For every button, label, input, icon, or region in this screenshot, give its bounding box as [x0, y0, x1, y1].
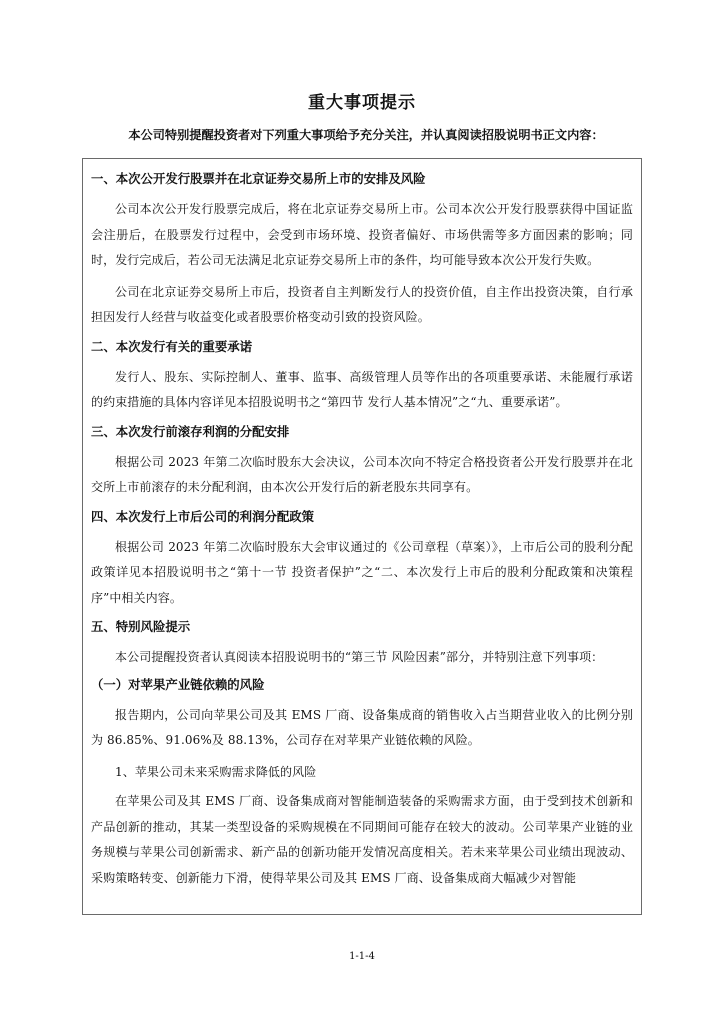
section-heading: 一、本次公开发行股票并在北京证券交易所上市的安排及风险 — [91, 171, 426, 186]
section-heading: 三、本次发行前滚存利润的分配安排 — [91, 423, 290, 439]
paragraph: 报告期内，公司向苹果公司及其 EMS 厂商、设备集成商的销售收入占当期营业收入的比例分别为 86.85%、91.06%及 88.13%，公司存在对苹果产业链依赖的风险。 — [91, 707, 633, 747]
page-number: 1-1-4 — [349, 951, 375, 962]
sub-item-heading: 1、苹果公司未来采购需求降低的风险 — [115, 764, 317, 779]
page-title: 重大事项提示 — [308, 93, 416, 113]
intro-notice: 本公司特别提醒投资者对下列重大事项给予充分关注，并认真阅读招股说明书正文内容： — [128, 128, 604, 142]
section-heading: 四、本次发行上市后公司的利润分配政策 — [91, 508, 315, 524]
subsection-heading: （一）对苹果产业链依赖的风险 — [91, 676, 265, 692]
section-3 — [91, 422, 633, 501]
section-1 — [91, 169, 633, 331]
section-heading: 二、本次发行有关的重要承诺 — [91, 338, 253, 354]
paragraph: 公司在北京证券交易所上市后，投资者自主判断发行人的投资价值，自主作出投资决策，自行承担因发行人经营与收益变化或者股票价格变动引致的投资风险。 — [91, 284, 633, 324]
paragraph: 发行人、股东、实际控制人、董事、监事、高级管理人员等作出的各项重要承诺、未能履行承诺的约束措施的具体内容详见本招股说明书之“第四节 发行人基本情况”之“九、重要承诺”。 — [91, 369, 633, 409]
content-box — [82, 158, 642, 915]
paragraph: 本公司提醒投资者认真阅读本招股说明书的“第三节 风险因素”部分，并特别注意下列事项： — [115, 650, 604, 664]
section-4 — [91, 507, 633, 612]
paragraph: 公司本次公开发行股票完成后，将在北京证券交易所上市。公司本次公开发行股票获得中国证监会注册后，在股票发行过程中，会受到市场环境、投资者偏好、市场供需等多方面因素的影响；同时，发行完成后，若公司无法满足北京证券交易所上市的条件，均可能导致本次公开发行失败。 — [91, 202, 633, 267]
paragraph: 根据公司 2023 年第二次临时股东大会决议，公司本次向不特定合格投资者公开发行股票并在北交所上市前滚存的未分配利润，由本次公开发行后的新老股东共同享有。 — [91, 454, 633, 494]
section-heading: 五、特别风险提示 — [91, 619, 191, 634]
paragraph: 在苹果公司及其 EMS 厂商、设备集成商对智能制造装备的采购需求方面，由于受到技术创新和产品创新的推动，其某一类型设备的采购规模在不同期间可能存在较大的波动。公司苹果产业链的业务规模与苹果公司创新需求、新产品的创新功能开发情况高度相关。若未来苹果公司业绩出现波动、采购策略转变、创新能力下滑，使得苹果公司及其 EMS 厂商、设备集成商大幅减少对智能 — [91, 794, 633, 885]
section-2 — [91, 337, 633, 416]
section-5 — [91, 617, 633, 671]
section-5-1 — [91, 675, 633, 892]
paragraph: 根据公司 2023 年第二次临时股东大会审议通过的《公司章程（草案）》，上市后公司的股利分配政策详见本招股说明书之“第十一节 投资者保护”之“二、本次发行上市后的股利分配政策和决策程序”中相关内容。 — [91, 539, 633, 605]
